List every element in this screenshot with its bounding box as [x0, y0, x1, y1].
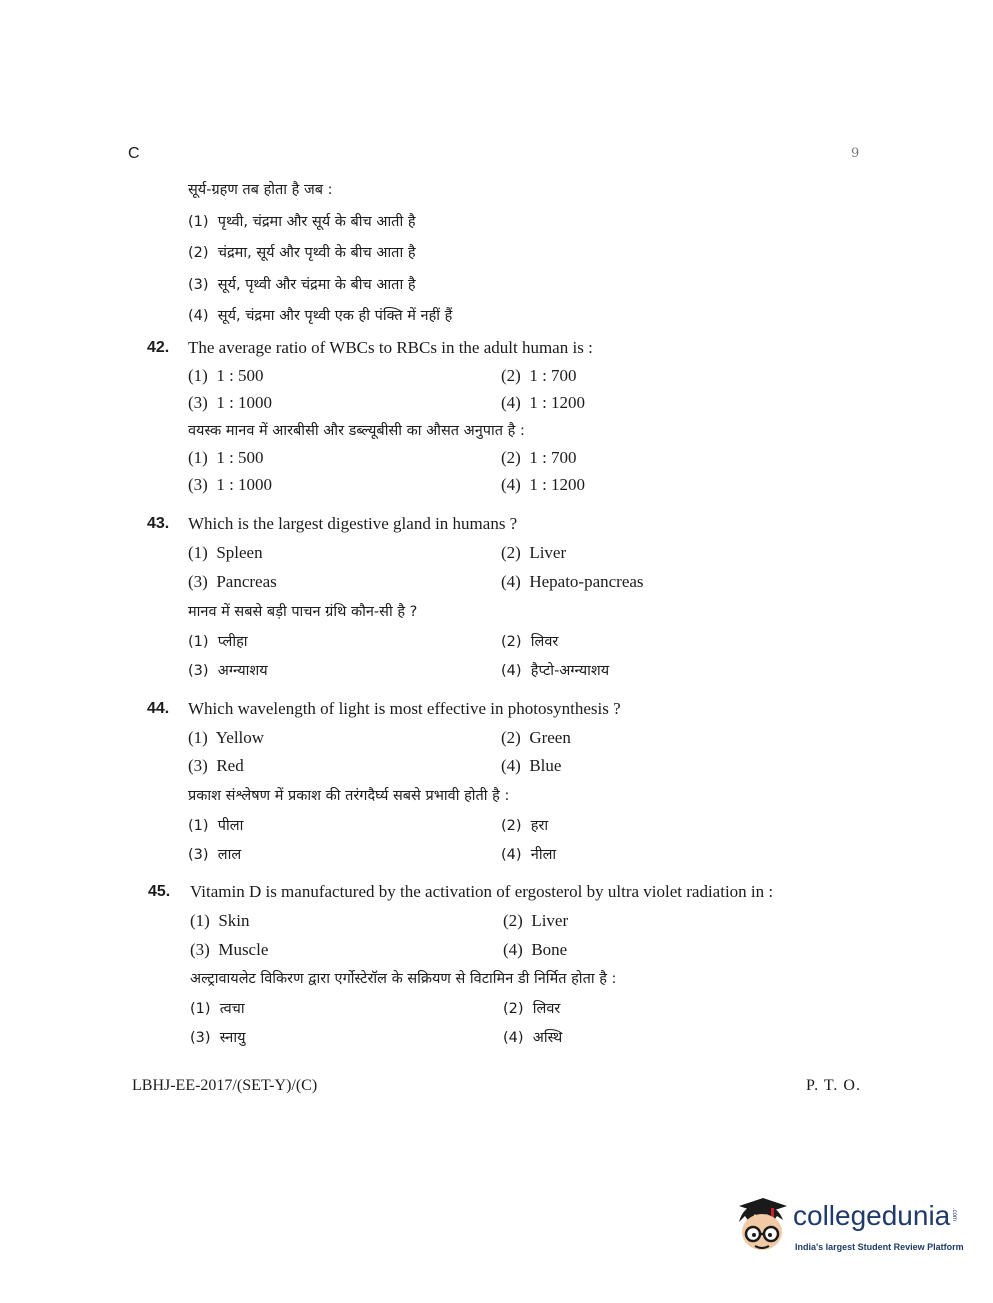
logo-domain-suffix: .com — [951, 1208, 957, 1222]
collegedunia-logo — [733, 1196, 963, 1260]
question-stem-hindi: वयस्क मानव में आरबीसी और डब्ल्यूबीसी का औसत अनुपात है : — [188, 423, 525, 439]
question-stem: Vitamin D is manufactured by the activation of ergosterol by ultra violet radiation in : — [190, 882, 774, 901]
pto-label: P. T. O. — [806, 1077, 861, 1094]
option: (4) Blue — [501, 756, 562, 775]
option: (2) हरा — [501, 818, 549, 834]
option: (3) 1 : 1000 — [188, 393, 273, 412]
option: (2) Green — [501, 728, 571, 747]
option: (2) 1 : 700 — [501, 448, 577, 467]
option: (2) 1 : 700 — [501, 366, 577, 385]
option: (1) 1 : 500 — [188, 448, 264, 467]
logo-tagline: India's largest Student Review Platform — [795, 1242, 964, 1252]
question-stem-hindi: अल्ट्रावायलेट विकिरण द्वारा एर्गोस्टेरॉल के सक्रियण से विटामिन डी निर्मित होता है : — [190, 971, 617, 987]
option: (2) लिवर — [503, 1001, 561, 1017]
question-number: 42. — [147, 339, 170, 356]
option: (4) नीला — [501, 847, 557, 863]
question-stem: Which is the largest digestive gland in humans ? — [188, 514, 518, 533]
question-stem-hindi: मानव में सबसे बड़ी पाचन ग्रंथि कौन-सी है ? — [188, 604, 418, 620]
option: (1) Skin — [190, 911, 250, 930]
option: (3) स्नायु — [190, 1030, 246, 1046]
option: (3) Pancreas — [188, 572, 277, 591]
question-stem: The average ratio of WBCs to RBCs in the adult human is : — [188, 338, 593, 357]
option: (4) हैप्टो-अग्न्याशय — [501, 663, 610, 679]
option: (2) चंद्रमा, सूर्य और पृथ्वी के बीच आता है — [188, 245, 416, 261]
option: (2) Liver — [503, 911, 569, 930]
option: (3) लाल — [188, 847, 242, 863]
option: (1) पीला — [188, 818, 244, 834]
question-number: 44. — [147, 700, 170, 717]
option: (4) 1 : 1200 — [501, 393, 586, 412]
option: (3) सूर्य, पृथ्वी और चंद्रमा के बीच आता है — [188, 277, 416, 293]
mascot-icon — [733, 1196, 791, 1260]
logo-wordmark: collegedunia — [793, 1200, 951, 1231]
question-number: 43. — [147, 515, 170, 532]
option: (1) पृथ्वी, चंद्रमा और सूर्य के बीच आती है — [188, 214, 416, 230]
option: (4) 1 : 1200 — [501, 475, 586, 494]
option: (1) 1 : 500 — [188, 366, 264, 385]
option: (3) Red — [188, 756, 244, 775]
option: (1) प्लीहा — [188, 634, 248, 650]
option: (1) Yellow — [188, 728, 265, 747]
option: (4) अस्थि — [503, 1030, 563, 1046]
option: (2) लिवर — [501, 634, 559, 650]
option: (4) Hepato-pancreas — [501, 572, 644, 591]
option: (2) Liver — [501, 543, 567, 562]
option: (1) Spleen — [188, 543, 263, 562]
set-letter: C — [128, 145, 140, 162]
question-stem: Which wavelength of light is most effective in photosynthesis ? — [188, 699, 621, 718]
option: (1) त्वचा — [190, 1001, 245, 1017]
option: (3) अग्न्याशय — [188, 663, 268, 679]
option: (4) Bone — [503, 940, 568, 959]
option: (3) Muscle — [190, 940, 269, 959]
question-stem: सूर्य-ग्रहण तब होता है जब : — [188, 182, 333, 198]
option: (3) 1 : 1000 — [188, 475, 273, 494]
page-number: 9 — [851, 146, 860, 161]
question-stem-hindi: प्रकाश संश्लेषण में प्रकाश की तरंगदैर्घ्य सबसे प्रभावी होती है : — [188, 788, 510, 804]
question-number: 45. — [148, 883, 171, 900]
option: (4) सूर्य, चंद्रमा और पृथ्वी एक ही पंक्ति में नहीं हैं — [188, 308, 453, 324]
paper-code: LBHJ-EE-2017/(SET-Y)/(C) — [132, 1077, 318, 1094]
